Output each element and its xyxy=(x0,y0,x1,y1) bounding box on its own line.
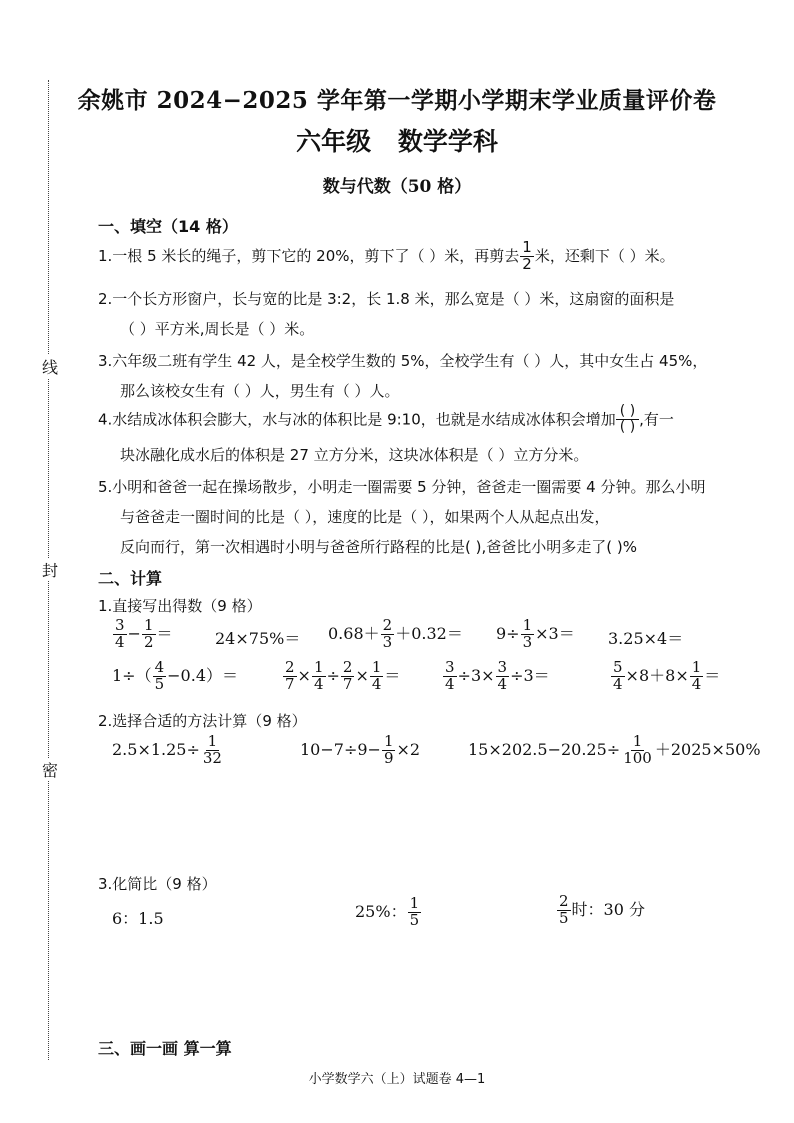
part2-heading: 二、计算 xyxy=(98,569,163,588)
q4-blank-fraction: $\frac{( )}{( )}$ xyxy=(616,404,639,436)
question-2-line-1: 2.一个长方形窗户，长与宽的比是 3:2，长 1.8 米，那么宽是（ ）米，这扇窗的面积是 xyxy=(98,290,675,308)
q4-text-b: ,有一 xyxy=(639,410,674,429)
ratio-2: 25%： $\frac{1}{5}$ xyxy=(355,894,420,929)
binding-char-feng: 封 xyxy=(40,558,60,581)
calc-1-8: $\frac{3}{4}$ ÷3× $\frac{3}{4}$ ÷3＝ xyxy=(445,658,550,693)
q4-text-a: 4.水结成冰体积会膨大，水与冰的体积比是 9:10，也就是水结成冰体积会增加 xyxy=(98,410,616,429)
ratio-1: 6：1.5 xyxy=(112,909,164,928)
q1-fraction: $\frac{1}{2}$ xyxy=(522,238,532,273)
part2-sub1: 1.直接写出得数（9 格） xyxy=(98,597,262,615)
binding-char-xian: 线 xyxy=(40,355,60,378)
part2-sub3: 3.化简比（9 格） xyxy=(98,875,217,893)
calc-1-5: 3.25×4＝ xyxy=(608,629,684,648)
question-2-line-2: （ ）平方米,周长是（ ）米。 xyxy=(120,320,315,338)
page-title: 余姚市 2024−2025 学年第一学期小学期末学业质量评价卷 xyxy=(77,87,717,114)
question-5-line-1: 5.小明和爸爸一起在操场散步，小明走一圈需要 5 分钟，爸爸走一圈需要 4 分钟。那么小明 xyxy=(98,478,706,496)
section-title: 数与代数（50 格） xyxy=(322,177,472,197)
q1-text-a: 1.一根 5 米长的绳子，剪下它的 20%，剪下了（ ）米，再剪去 xyxy=(98,246,520,265)
page-footer: 小学数学六（上）试题卷 4—1 xyxy=(308,1072,486,1087)
question-3-line-2: 那么该校女生有（ ）人，男生有（ ）人。 xyxy=(120,382,400,400)
question-1 xyxy=(98,240,675,273)
part3-heading: 三、画一画 算一算 xyxy=(98,1039,232,1058)
calc-2-3: 15×202.5−20.25÷ $\frac{1}{100}$ ＋2025×50% xyxy=(468,732,761,767)
binding-char-mi: 密 xyxy=(40,758,60,781)
calc-1-2: 24×75%＝ xyxy=(215,629,301,648)
question-5-line-2: 与爸爸走一圈时间的比是（ ），速度的比是（ ），如果两个人从起点出发， xyxy=(120,508,610,526)
calc-1-3: 0.68＋ $\frac{2}{3}$ ＋0.32＝ xyxy=(328,616,463,651)
calc-2-2: 10−7÷9− $\frac{1}{9}$ ×2 xyxy=(300,732,421,767)
ratio-3: $\frac{2}{5}$ 时：30 分 xyxy=(559,892,645,927)
calc-1-6: 1÷（ $\frac{4}{5}$ −0.4）＝ xyxy=(112,658,238,693)
question-4-line-1 xyxy=(98,404,674,436)
calc-1-1: $\frac{3}{4}$ − $\frac{1}{2}$ ＝ xyxy=(115,616,173,651)
calc-2-1: 2.5×1.25÷ $\frac{1}{32}$ xyxy=(112,732,222,767)
part1-heading: 一、填空（14 格） xyxy=(98,217,238,236)
question-4-line-2: 块冰融化成水后的体积是 27 立方分米，这块冰体积是（ ）立方分米。 xyxy=(120,446,589,464)
q1-text-b: 米，还剩下（ ）米。 xyxy=(534,246,675,265)
question-5-line-3: 反向而行，第一次相遇时小明与爸爸所行路程的比是( ),爸爸比小明多走了( )% xyxy=(120,538,637,556)
calc-1-9: $\frac{5}{4}$ ×8＋8× $\frac{1}{4}$ ＝ xyxy=(613,658,721,693)
calc-1-4: 9÷ $\frac{1}{3}$ ×3＝ xyxy=(496,616,575,651)
page-subtitle: 六年级 数学学科 xyxy=(296,127,498,156)
calc-1-7: $\frac{2}{7}$ × $\frac{1}{4}$ ÷ $\frac{2}{7}$ × $\frac{1}{4}$ ＝ xyxy=(285,658,401,693)
part2-sub2: 2.选择合适的方法计算（9 格） xyxy=(98,712,307,730)
question-3-line-1: 3.六年级二班有学生 42 人，是全校学生数的 5%，全校学生有（ ）人，其中女生占 45%， xyxy=(98,352,708,370)
